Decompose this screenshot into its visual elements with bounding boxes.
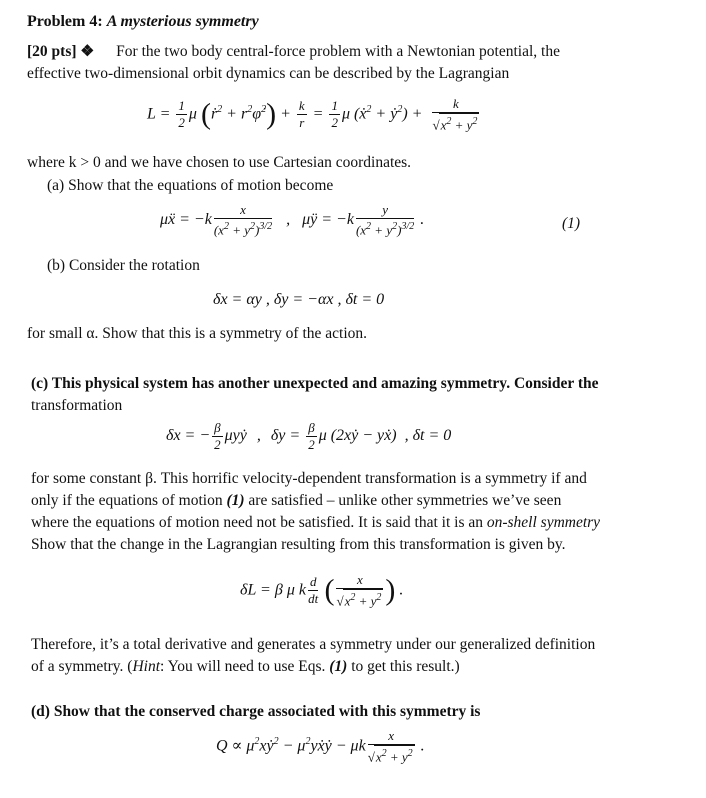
part-c-heading: (c) This physical system has another unexpected and amazing symmetry. Consider the bbox=[31, 375, 599, 392]
diamond-icon: ❖ bbox=[80, 43, 95, 60]
rotation-equation: δx = αy , δy = −αx , δt = 0 bbox=[213, 291, 385, 308]
part-c-para-6: of a symmetry. (Hint: You will need to use Eqs. (1) to get this result.) bbox=[31, 658, 460, 675]
part-b-after: for small α. Show that this is a symmetry of the action. bbox=[27, 325, 368, 342]
conserved-charge-equation: $Q \propto \mu^2xẏ^2$ − $\mu^2yẋẏ - \mu k$ $\frac{x}{√x^2 + y^2}$ . bbox=[216, 728, 425, 765]
part-c-heading-2: transformation bbox=[31, 397, 123, 414]
intro-line-1: [20 pts] ❖ For the two body central-force problem with a Newtonian potential, the bbox=[27, 43, 560, 60]
part-c-para-4: Show that the change in the Lagrangian resulting from this transformation is given by. bbox=[31, 536, 566, 553]
part-c-para-2: only if the equations of motion (1) are satisfied – unlike other symmetries we’ve seen bbox=[31, 492, 562, 509]
part-d-heading: (d) Show that the conserved charge associated with this symmetry is bbox=[31, 703, 481, 720]
intro-line-2: effective two-dimensional orbit dynamics can be described by the Lagrangian bbox=[27, 65, 510, 82]
delta-lagrangian-equation: δL = β μ k $\frac{d}{dt}$ ( $\frac{x}{√x^2 + y^2}$ ) . bbox=[240, 572, 404, 609]
part-c-para-3: where the equations of motion need not be satisfied. It is said that it is an on-shell symmetry bbox=[31, 514, 601, 531]
equations-of-motion: μẍ = −k $\frac{x}{(x^2 + y^2)^{3/2}}$ , μÿ = −k $\frac{y}{(x^2 + y^2)^{3/2}}$ . bbox=[160, 202, 425, 238]
transformation-equation: δx = − $\frac{\beta}{2}$ μyẏ , δy = $\frac{\beta}{2}$ μ (2xẏ − yẋ) , δt = 0 bbox=[166, 420, 452, 452]
part-c-para-1: for some constant β. This horrific velocity-dependent transformation is a symmetry if and bbox=[31, 470, 587, 487]
equation-tag-1: (1) bbox=[562, 215, 581, 232]
part-c-para-5: Therefore, it’s a total derivative and generates a symmetry under our generalized definition bbox=[31, 636, 596, 653]
where-line: where k > 0 and we have chosen to use Cartesian coordinates. bbox=[27, 154, 412, 171]
part-b-text: (b) Consider the rotation bbox=[47, 257, 200, 274]
problem-title: Problem 4: A mysterious symmetry bbox=[27, 13, 259, 30]
lagrangian-equation: L = $\frac{1}{2}$ μ (ṙ$^2$ + $r^2\varphi̇^2$) + $\frac{k}{r}$ = $\frac{1}{2}$ μ (ẋ$^2$ + ẏ$^2$) + $\frac{k}{√x^2 + y^2}$ bbox=[147, 96, 478, 133]
part-a-text: (a) Show that the equations of motion become bbox=[47, 177, 334, 194]
